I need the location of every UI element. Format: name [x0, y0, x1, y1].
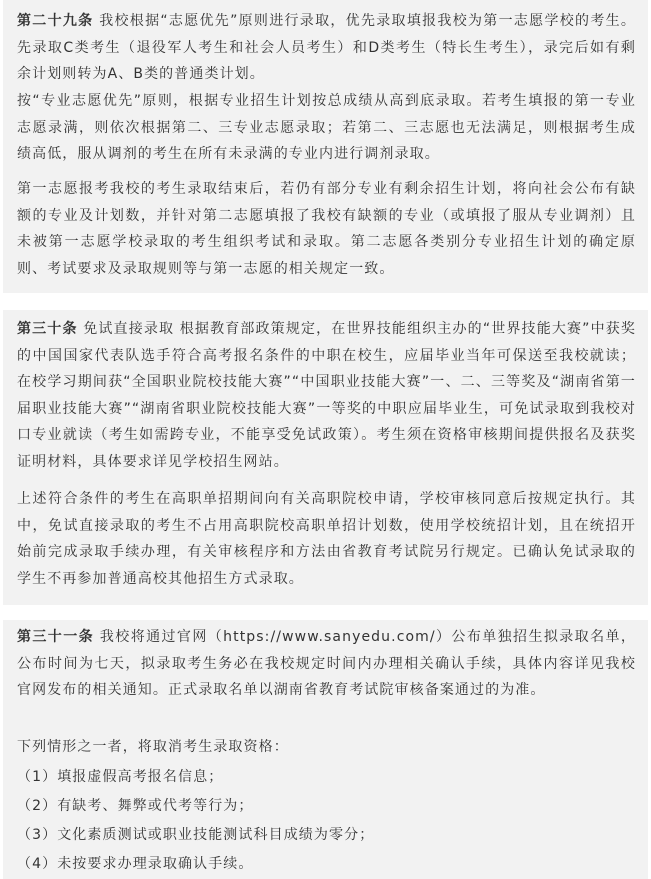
article-29-paragraph-2: 按“专业志愿优先”原则，根据专业招生计划按总成绩从高到底录取。若考生填报的第一专业志愿录满，则依次根据第二、三专业志愿录取；若第二、三志愿也无法满足，则根据考生成绩高低，服从调剂的考生在所有未录满的专业内进行调剂录取。 [17, 93, 636, 162]
article-31-heading: 第三十一条 [17, 629, 95, 645]
article-29-paragraph-3: 第一志愿报考我校的考生录取结束后，若仍有部分专业有剩余招生计划，将向社会公布有缺额的专业及计划数，并针对第二志愿填报了我校有缺额的专业（或填报了服从专业调剂）且未被第一志愿学校录取的考生组织考试和录取。第二志愿各类别分专业招生计划的确定原则、考试要求及录取规则等与第一志愿的相关规定一致。 [17, 181, 636, 277]
article-30-paragraph-2: 上述符合条件的考生在高职单招期间向有关高职院校申请，学校审核同意后按规定执行。其中，免试直接录取的考生不占用高职院校高职单招计划数，使用学校统招计划，且在统招开始前完成录取手续办理，有关审核程序和方法由省教育考试院另行规定。已确认免试录取的学生不再参加普通高校其他招生方式录取。 [17, 491, 636, 587]
article-31-text-1: 我校将通过官网（https://www.sanyedu.com/）公布单独招生拟录取名单，公布时间为七天，拟录取考生务必在我校规定时间内办理相关确认手续，具体内容详见我校官网发布的相关通知。正式录取名单以湖南省教育考试院审核备案通过的为准。 [17, 629, 636, 698]
disqualification-intro: 下列情形之一者，将取消考生录取资格： [17, 739, 289, 755]
article-31-section [3, 620, 648, 879]
article-29-heading: 第二十九条 [17, 13, 94, 29]
list-item: （2）有缺考、舞弊或代考等行为； [17, 798, 254, 814]
article-31-paragraph-1 [17, 624, 636, 704]
article-30-section [3, 310, 648, 605]
list-item: （3）文化素质测试或职业技能测试科目成绩为零分； [17, 827, 375, 843]
list-item: （4）未按要求办理录取确认手续。 [17, 856, 254, 872]
article-30-heading: 第三十条 [17, 321, 78, 337]
article-30-paragraph-1 [17, 316, 636, 475]
list-item: （1）填报虚假高考报名信息； [17, 769, 224, 785]
article-30-text-1: 免试直接录取 根据教育部政策规定，在世界技能组织主办的“世界技能大赛”中获奖的中国国家代表队选手符合高考报名条件的中职在校生，应届毕业当年可保送至我校就读；在校学习期间获“全国职业院校技能大赛”“中国职业技能大赛”一、二、三等奖及“湖南省第一届职业技能大赛”“湖南省职业院校技能大赛”一等奖的中职应届毕业生，可免试录取到我校对口专业就读（考生如需跨专业，不能享受免试政策）。考生须在资格审核期间提供报名及获奖证明材料，具体要求详见学校招生网站。 [17, 321, 636, 470]
article-29-text-1: 我校根据“志愿优先”原则进行录取，优先录取填报我校为第一志愿学校的考生。先录取C类考生（退役军人考生和社会人员考生）和D类考生（特长生考生），录完后如有剩余计划则转为A、B类的普通类计划。 [17, 13, 637, 82]
article-29-section [3, 0, 648, 293]
article-29-paragraph-1 [17, 8, 636, 88]
